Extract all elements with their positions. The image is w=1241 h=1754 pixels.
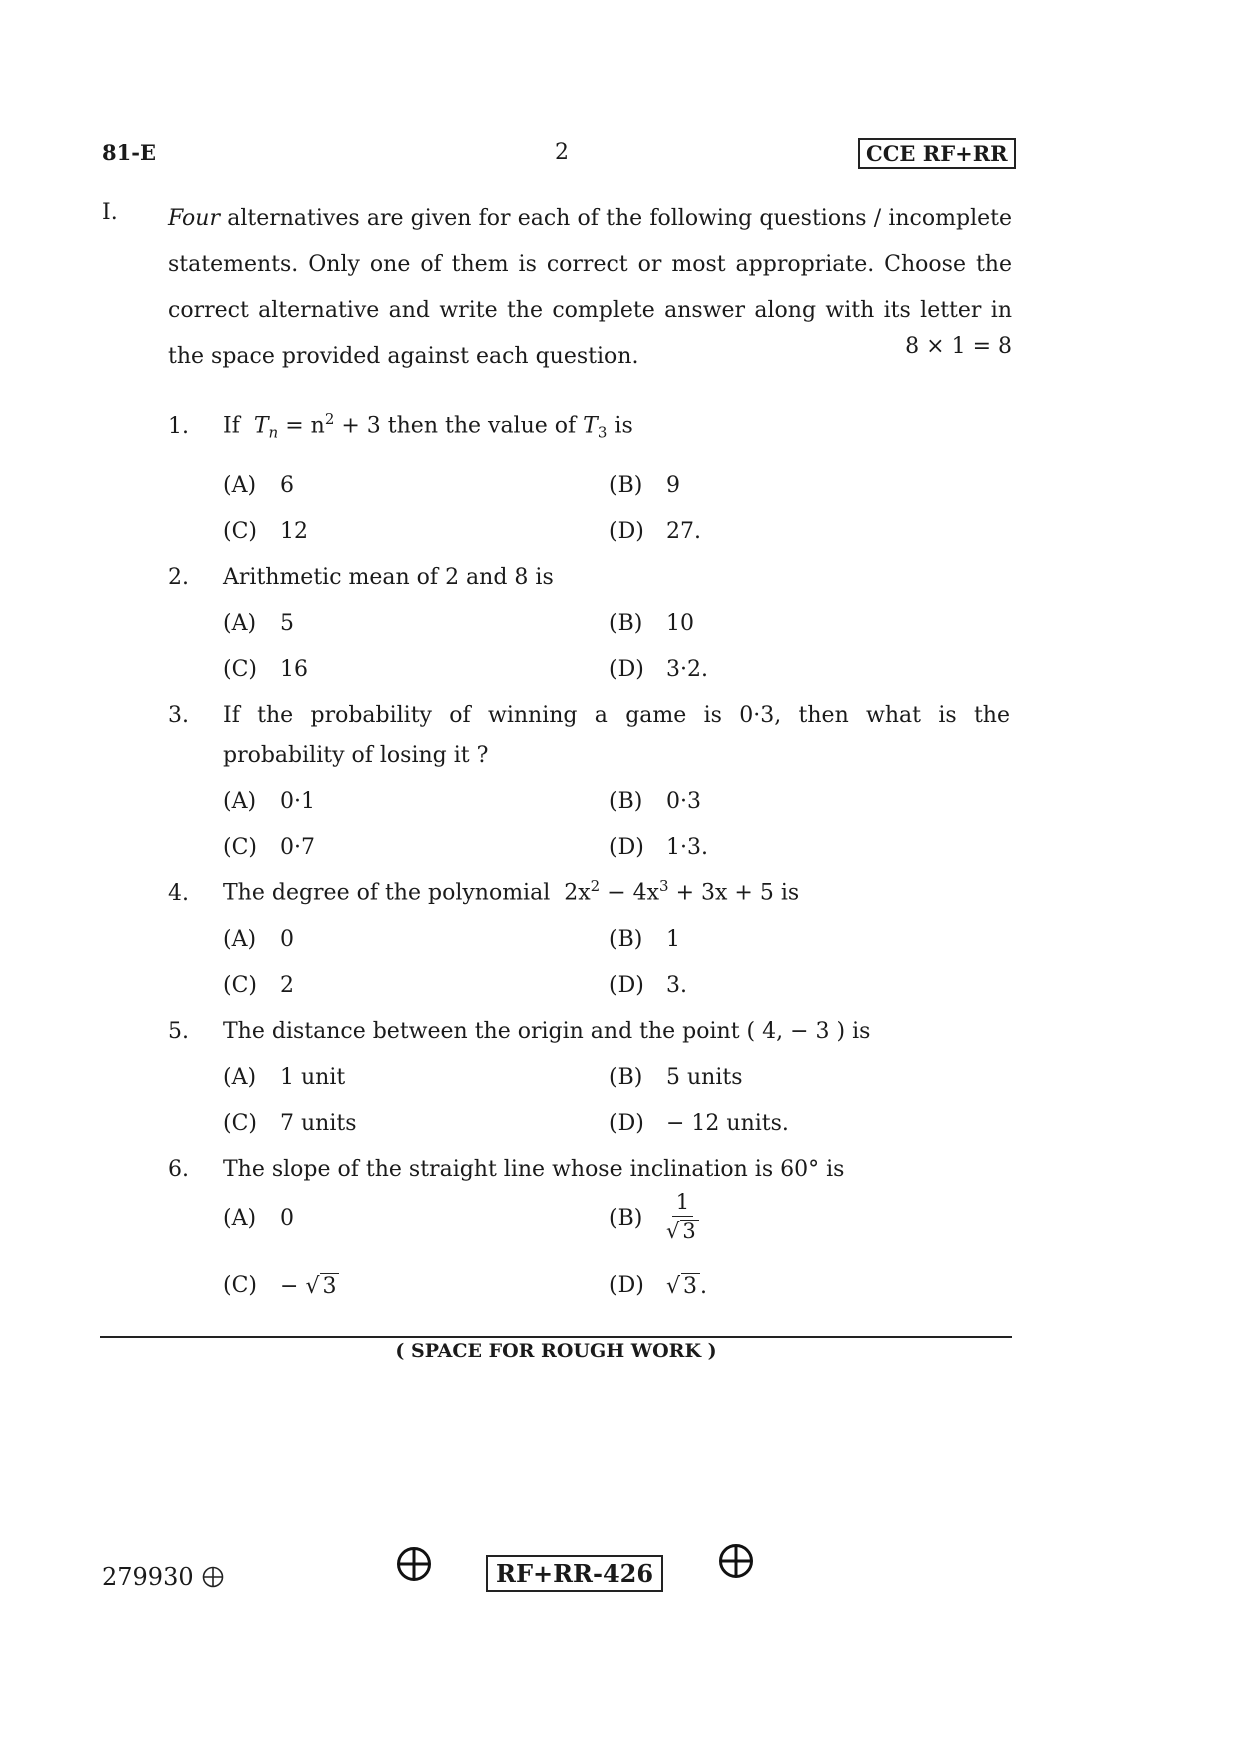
question-5-number: 5. xyxy=(168,1019,189,1044)
q5-option-c-letter: (C) xyxy=(223,1111,257,1136)
polynomial-term-3: + 3x + 5 xyxy=(675,880,774,906)
instruction-line-4: the space provided against each question. xyxy=(168,344,639,369)
registration-mark-icon xyxy=(202,1566,224,1588)
q6-option-d-letter: (D) xyxy=(609,1273,644,1298)
fraction-denominator: √ 3 xyxy=(666,1217,699,1242)
q2-option-d-value: 3·2. xyxy=(666,657,708,682)
version-box: CCE RF+RR xyxy=(858,138,1016,169)
instruction-line-3: correct alternative and write the complete answer along with its letter in xyxy=(168,298,1012,323)
q1-option-c-letter: (C) xyxy=(223,519,257,544)
question-3-text-line-1: If the probability of winning a game is 0·3, then what is the xyxy=(223,703,1010,728)
q4-option-a-value: 0 xyxy=(280,927,294,952)
instruction-line-1: Four alternatives are given for each of the following questions / incomplete xyxy=(168,206,1012,231)
registration-mark-icon xyxy=(718,1543,754,1579)
q3-option-b-value: 0·3 xyxy=(666,789,701,814)
q6-option-d-value: √ 3 . xyxy=(666,1274,708,1299)
q6-option-b-letter: (B) xyxy=(609,1206,643,1231)
q3-option-a-letter: (A) xyxy=(223,789,257,814)
question-2-number: 2. xyxy=(168,565,189,590)
q4-option-b-value: 1 xyxy=(666,927,680,952)
q5-option-a-letter: (A) xyxy=(223,1065,257,1090)
fraction xyxy=(666,1192,699,1242)
q2-option-a-letter: (A) xyxy=(223,611,257,636)
fraction-numerator: 1 xyxy=(672,1192,693,1217)
question-2-text: Arithmetic mean of 2 and 8 is xyxy=(223,565,554,590)
q5-option-d-letter: (D) xyxy=(609,1111,644,1136)
question-4-text: The degree of the polynomial $2x^2 - 4x^3 + 3x + 5$ is xyxy=(223,877,800,906)
sqrt-sign: √ xyxy=(305,1274,320,1299)
sqrt-sign: √ xyxy=(666,1219,680,1243)
q5-option-b-letter: (B) xyxy=(609,1065,643,1090)
q4-option-a-letter: (A) xyxy=(223,927,257,952)
question-4-number: 4. xyxy=(168,881,189,906)
q3-option-d-letter: (D) xyxy=(609,835,644,860)
q1-option-d-value: 27. xyxy=(666,519,701,544)
section-instructions xyxy=(168,196,1012,380)
q3-option-c-letter: (C) xyxy=(223,835,257,860)
section-number: I. xyxy=(102,200,118,225)
divider-rule xyxy=(100,1336,1012,1338)
q3-option-d-value: 1·3. xyxy=(666,835,708,860)
question-6-number: 6. xyxy=(168,1157,189,1182)
q4-option-d-letter: (D) xyxy=(609,973,644,998)
question-5-text: The distance between the origin and the point ( 4, − 3 ) is xyxy=(223,1019,871,1044)
q2-option-b-value: 10 xyxy=(666,611,694,636)
q4-option-c-value: 2 xyxy=(280,973,294,998)
question-1-number: 1. xyxy=(168,414,189,439)
page-number: 2 xyxy=(555,140,569,165)
q5-option-b-value: 5 units xyxy=(666,1065,743,1090)
serial-number: 279930 xyxy=(102,1563,224,1591)
booklet-code-box: RF+RR-426 xyxy=(486,1555,663,1592)
registration-mark-icon xyxy=(396,1546,432,1582)
q2-option-a-value: 5 xyxy=(280,611,294,636)
q3-option-b-letter: (B) xyxy=(609,789,643,814)
question-3-text-line-2: probability of losing it ? xyxy=(223,743,489,768)
question-6-text: The slope of the straight line whose inclination is 60° is xyxy=(223,1157,845,1182)
polynomial-term-2: − 4x xyxy=(607,880,660,906)
marks-scheme: 8 × 1 = 8 xyxy=(905,334,1012,359)
q6-option-c-letter: (C) xyxy=(223,1273,257,1298)
q5-option-c-value: 7 units xyxy=(280,1111,357,1136)
q2-option-c-letter: (C) xyxy=(223,657,257,682)
q2-option-d-letter: (D) xyxy=(609,657,644,682)
q1-option-c-value: 12 xyxy=(280,519,308,544)
q3-option-a-value: 0·1 xyxy=(280,789,315,814)
q1-option-d-letter: (D) xyxy=(609,519,644,544)
q6-option-a-value: 0 xyxy=(280,1206,294,1231)
q4-option-b-letter: (B) xyxy=(609,927,643,952)
q6-option-b-value xyxy=(666,1190,699,1242)
q6-option-c-value: − √ 3 xyxy=(280,1273,339,1299)
q3-option-c-value: 0·7 xyxy=(280,835,315,860)
q6-option-a-letter: (A) xyxy=(223,1206,257,1231)
sqrt-sign: √ xyxy=(666,1274,681,1299)
polynomial-term-1: 2x xyxy=(564,880,591,906)
q5-option-d-value: − 12 units. xyxy=(666,1111,789,1136)
rough-work-label: ( SPACE FOR ROUGH WORK ) xyxy=(395,1340,717,1362)
q4-option-c-letter: (C) xyxy=(223,973,257,998)
q1-option-a-value: 6 xyxy=(280,473,294,498)
question-3-number: 3. xyxy=(168,703,189,728)
question-1-text: If $T_n = n^2 + 3$ then the value of $T_3$ is xyxy=(223,410,633,442)
q1-option-b-value: 9 xyxy=(666,473,680,498)
q2-option-b-letter: (B) xyxy=(609,611,643,636)
q5-option-a-value: 1 unit xyxy=(280,1065,346,1090)
q1-option-b-letter: (B) xyxy=(609,473,643,498)
q1-option-a-letter: (A) xyxy=(223,473,257,498)
instruction-line-2: statements. Only one of them is correct or most appropriate. Choose the xyxy=(168,252,1012,277)
q2-option-c-value: 16 xyxy=(280,657,308,682)
q4-option-d-value: 3. xyxy=(666,973,687,998)
paper-code: 81-E xyxy=(102,140,156,165)
instruction-emphasis: Four xyxy=(168,206,220,231)
